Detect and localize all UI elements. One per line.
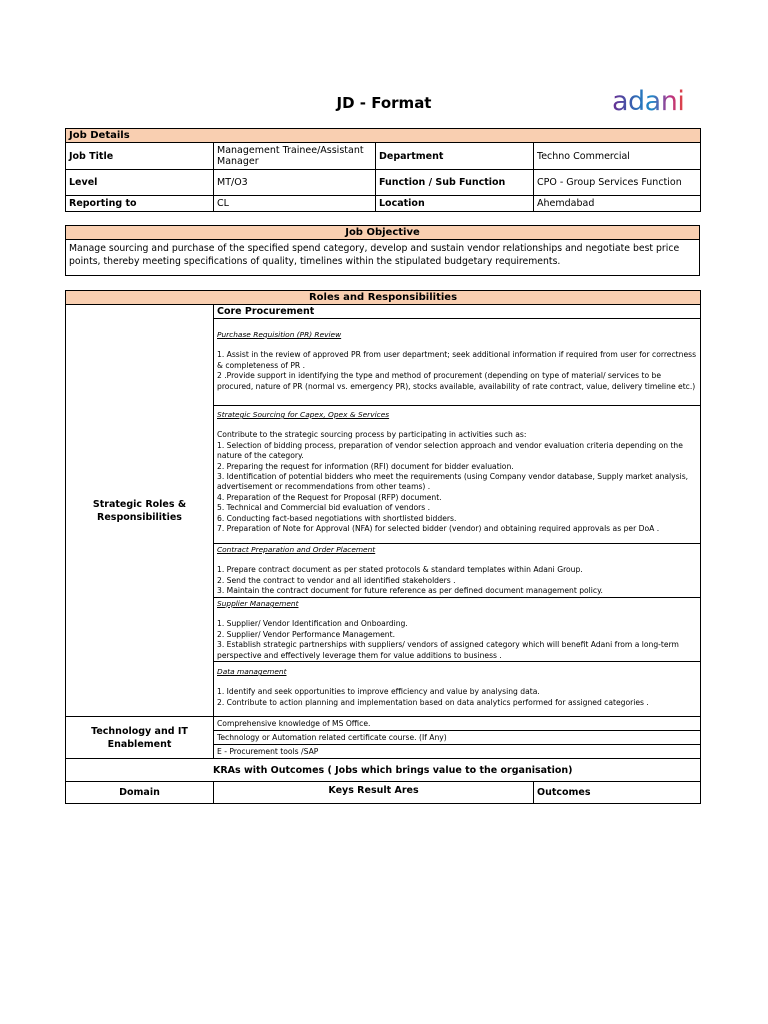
section-line: 1. Prepare contract document as per stated protocols & standard templates within Adani Group. xyxy=(217,565,583,575)
section-line: 1. Selection of bidding process, preparation of vendor selection approach and vendor evaluation criteria depending on the nature of the category. xyxy=(217,440,683,461)
tech-item: E - Procurement tools /SAP xyxy=(214,745,701,759)
job-objective-text: Manage sourcing and purchase of the specified spend category, develop and sustain vendor relationships and negotiate best price points, thereby meeting specifications of quality, timelines within the stipulated budgetary requirements. xyxy=(66,240,700,276)
section-line: 7. Preparation of Note for Approval (NFA) for selected bidder (vendor) and obtaining required approvals as per DoA . xyxy=(217,524,660,534)
section-line: 2 .Provide support in identifying the type and method of procurement (depending on type of material/ services to be procured, nature of PR (normal vs. emergency PR), stocks available, availability of rate contract, value, delivery timeline etc.) xyxy=(217,371,696,391)
section-data-management xyxy=(214,662,701,717)
core-procurement-heading: Core Procurement xyxy=(214,305,701,319)
reporting-label: Reporting to xyxy=(66,196,214,212)
job-details-table xyxy=(65,128,701,212)
section-title: Supplier Management xyxy=(217,599,299,608)
department-value: Techno Commercial xyxy=(534,143,701,170)
section-title: Strategic Sourcing for Capex, Opex & Services xyxy=(217,410,390,419)
section-title: Contract Preparation and Order Placement xyxy=(217,545,376,554)
key-result-areas-header: Keys Result Ares xyxy=(214,782,534,804)
section-line: 2. Contribute to action planning and implementation based on data analytics performed for assigned categories . xyxy=(217,697,649,707)
section-line: 3. Maintain the contract document for future reference as per defined document management policy. xyxy=(217,586,603,596)
adani-logo: adani xyxy=(612,86,685,117)
department-label: Department xyxy=(376,143,534,170)
section-line: 1. Identify and seek opportunities to improve efficiency and value by analysing data. xyxy=(217,687,540,697)
function-value: CPO - Group Services Function xyxy=(534,170,701,196)
section-title: Purchase Requisition (PR) Review xyxy=(217,330,342,339)
reporting-value: CL xyxy=(214,196,376,212)
section-line: Contribute to the strategic sourcing process by participating in activities such as: xyxy=(217,430,527,440)
section-line: 1. Supplier/ Vendor Identification and Onboarding. xyxy=(217,619,408,629)
kra-heading: KRAs with Outcomes ( Jobs which brings value to the organisation) xyxy=(66,759,701,782)
section-line: 5. Technical and Commercial bid evaluation of vendors . xyxy=(217,503,431,513)
section-pr-review xyxy=(214,319,701,406)
section-line: 2. Preparing the request for information (RFI) document for bidder evaluation. xyxy=(217,461,514,471)
section-contract-preparation xyxy=(214,544,701,598)
section-line: 6. Conducting fact-based negotiations with shortlisted bidders. xyxy=(217,513,457,523)
level-value: MT/O3 xyxy=(214,170,376,196)
section-line: 3. Identification of potential bidders who meet the requirements (using Company vendor database, Supply market analysis, advertisement or recommendations from other teams) . xyxy=(217,472,689,492)
section-line: 4. Preparation of the Request for Proposal (RFP) document. xyxy=(217,492,442,502)
job-objective-heading: Job Objective xyxy=(66,226,700,240)
level-label: Level xyxy=(66,170,214,196)
roles-table xyxy=(65,290,701,804)
section-strategic-sourcing xyxy=(214,406,701,544)
job-details-heading: Job Details xyxy=(66,129,701,143)
strategic-roles-label: Strategic Roles & Responsibilities xyxy=(66,305,214,717)
domain-header: Domain xyxy=(66,782,214,804)
technology-label: Technology and IT Enablement xyxy=(66,717,214,759)
function-label: Function / Sub Function xyxy=(376,170,534,196)
job-objective-table xyxy=(65,225,700,276)
tech-item: Comprehensive knowledge of MS Office. xyxy=(214,717,701,731)
job-title-label: Job Title xyxy=(66,143,214,170)
location-value: Ahemdabad xyxy=(534,196,701,212)
job-title-value: Management Trainee/Assistant Manager xyxy=(214,143,376,170)
location-label: Location xyxy=(376,196,534,212)
page-title: JD - Format xyxy=(336,94,432,112)
roles-heading: Roles and Responsibilities xyxy=(66,291,701,305)
section-supplier-management xyxy=(214,598,701,662)
section-line: 2. Send the contract to vendor and all identified stakeholders . xyxy=(217,575,456,585)
outcomes-header: Outcomes xyxy=(534,782,701,804)
section-line: 3. Establish strategic partnerships with suppliers/ vendors of assigned category which will benefit Adani from a long-term perspective and effectively leverage them for value additions to business . xyxy=(217,640,679,660)
section-title: Data management xyxy=(217,667,287,677)
tech-item: Technology or Automation related certificate course. (If Any) xyxy=(214,731,701,745)
section-line: 1. Assist in the review of approved PR from user department; seek additional information if required from user for correctness & completeness of PR . xyxy=(217,350,697,370)
section-line: 2. Supplier/ Vendor Performance Management. xyxy=(217,629,395,639)
